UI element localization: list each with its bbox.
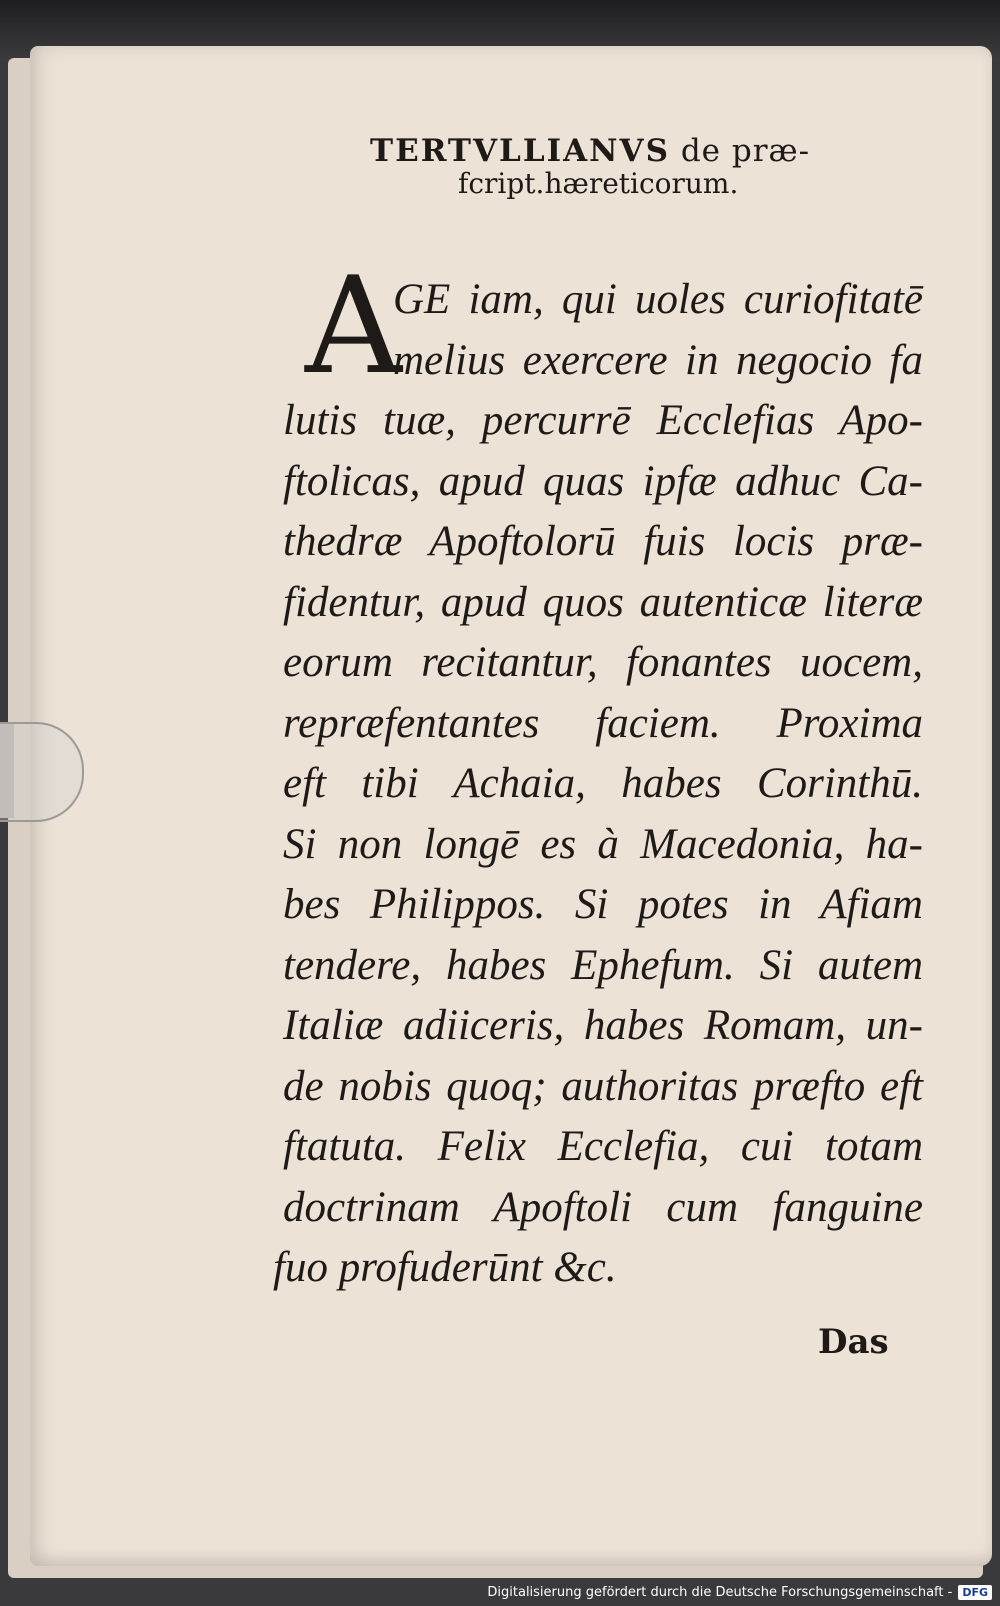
text-line: lutis tuæ, percurrē Ecclefias Apo-: [283, 397, 923, 444]
text-line: fuo profuderūnt &c.: [273, 1244, 617, 1291]
text-line: eorum recitantur, fonantes uocem,: [283, 639, 923, 686]
text-line: eft tibi Achaia, habes Corinthū.: [283, 760, 923, 807]
text-line: thedræ Apoftolorū fuis locis præ-: [283, 518, 923, 565]
text-line: Italiæ adiiceris, habes Romam, un-: [283, 1002, 923, 1049]
catchword: Das: [818, 1322, 889, 1362]
text-line: melius exercere in negocio fa: [393, 336, 923, 384]
body-text: [273, 270, 923, 1299]
text-line: bes Philippos. Si potes in Afiam: [283, 881, 923, 928]
header-title-rest: de præ-: [680, 133, 811, 169]
text-line: Si non longē es à Macedonia, ha-: [283, 820, 923, 868]
dfg-logo: DFG: [958, 1585, 992, 1600]
text-line: tendere, habes Ephefum. Si autem: [283, 941, 923, 989]
drop-cap: A: [305, 248, 402, 404]
header-title-caps: TERTVLLIANVS: [370, 133, 670, 169]
text-line: de nobis quoq; authoritas præfto eft: [283, 1062, 923, 1110]
digitization-footer: [487, 1580, 992, 1604]
text-line: fidentur, apud quos autenticæ literæ: [283, 578, 923, 626]
text-line: GE iam, qui uoles curiofitatē: [393, 276, 923, 323]
text-line: ftolicas, apud quas ipfæ adhuc Ca-: [283, 457, 923, 505]
text-line: repræfentantes faciem. Proxima: [283, 699, 923, 747]
footer-text: Digitalisierung gefördert durch die Deutsche Forschungsgemeinschaft -: [487, 1584, 953, 1600]
header-subtitle: fcript.hæreticorum.: [458, 167, 739, 200]
text-line: doctrinam Apoftoli cum fanguine: [283, 1183, 923, 1231]
text-line: ftatuta. Felix Ecclefia, cui totam: [283, 1123, 923, 1170]
running-header: [370, 134, 880, 200]
